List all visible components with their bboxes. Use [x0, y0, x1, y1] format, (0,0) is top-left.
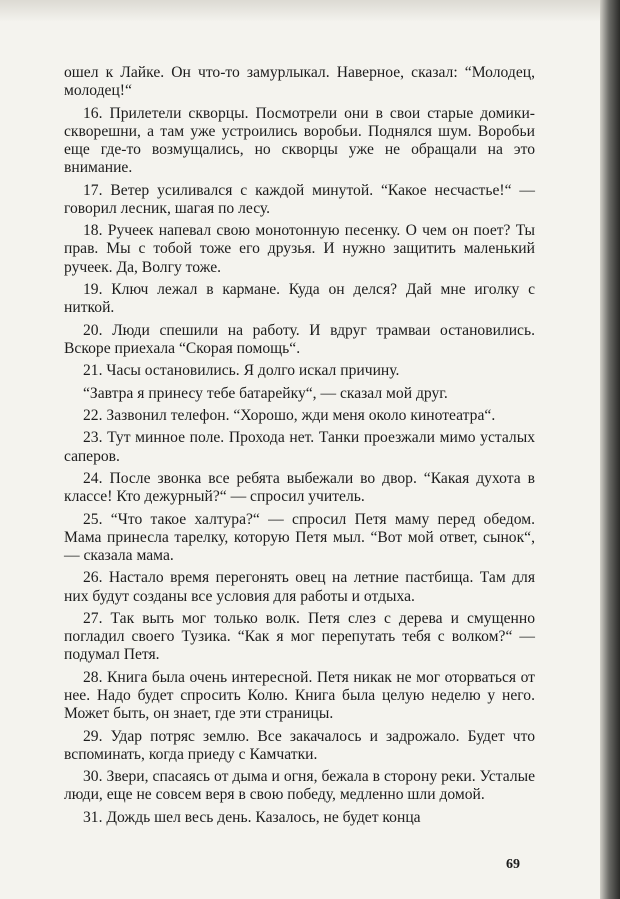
exercise-17: 17. Ветер усиливался с каждой минутой. “Какое несчастье!“ — говорил лесник, шагая по лесу.	[64, 181, 535, 217]
exercise-27: 27. Так выть мог только волк. Петя слез с дерева и смущенно погладил своего Тузика. “Как я мог перепутать тебя с волком?“ — подумал Петя.	[64, 609, 535, 664]
page-number: 69	[506, 857, 520, 872]
page-text	[64, 64, 535, 831]
exercise-23: 23. Тут минное поле. Прохода нет. Танки проезжали мимо усталых саперов.	[64, 429, 535, 465]
exercise-18: 18. Ручеек напевал свою монотонную песенку. О чем он поет? Ты прав. Мы с тобой тоже его друзья. И нужно защитить маленький ручеек. Да, Волгу тоже.	[64, 222, 535, 276]
exercise-21-quote: “Завтра я принесу тебе батарейку“, — сказал мой друг.	[83, 384, 448, 402]
exercise-24: 24. После звонка все ребята выбежали во двор. “Какая духота в классе! Кто дежурный?“ — спросил учитель.	[64, 469, 535, 506]
book-spine-shadow	[600, 0, 620, 899]
exercise-29: 29. Удар потряс землю. Все закачалось и задрожало. Будет что вспоминать, когда приеду с Камчатки.	[64, 727, 535, 763]
exercise-19: 19. Ключ лежал в кармане. Куда он делся? Дай мне иголку с ниткой.	[64, 280, 535, 317]
exercise-26: 26. Настало время перегонять овец на летние пастбища. Там для них будут созданы все условия для работы и отдыха.	[64, 569, 535, 605]
exercise-21: 21. Часы остановились. Я долго искал причину.	[83, 362, 400, 380]
paragraph-continuation: ошел к Лайке. Он что-то замурлыкал. Наверное, сказал: “Молодец, молодец!“	[64, 64, 535, 100]
exercise-20: 20. Люди спешили на работу. И вдруг трамваи остановились. Вскоре приехала “Скорая помощь“.	[64, 321, 535, 357]
exercise-30: 30. Звери, спасаясь от дыма и огня, бежала в сторону реки. Усталые люди, еще не совсем веря в свою победу, медленно шли домой.	[64, 768, 535, 804]
page-top-shadow	[0, 0, 620, 22]
exercise-31: 31. Дождь шел весь день. Казалось, не будет конца	[83, 808, 421, 826]
exercise-28: 28. Книга была очень интересной. Петя никак не мог оторваться от нее. Надо будет спросить Колю. Книга была целую неделю у него. Может быть, он знает, где эти страницы.	[64, 668, 535, 723]
exercise-25: 25. “Что такое халтура?“ — спросил Петя маму перед обедом. Мама принесла тарелку, которую Петя мыл. “Вот мой ответ, сынок“, — сказала мама.	[64, 510, 535, 564]
exercise-16: 16. Прилетели скворцы. Посмотрели они в свои старые домики-скворешни, а там уже устроились воробьи. Поднялся шум. Воробьи еще где-то возмущались, но скворцы уже не обращали на это внимание.	[64, 104, 535, 177]
exercise-22: 22. Зазвонил телефон. “Хорошо, жди меня около кинотеатра“.	[83, 406, 496, 424]
